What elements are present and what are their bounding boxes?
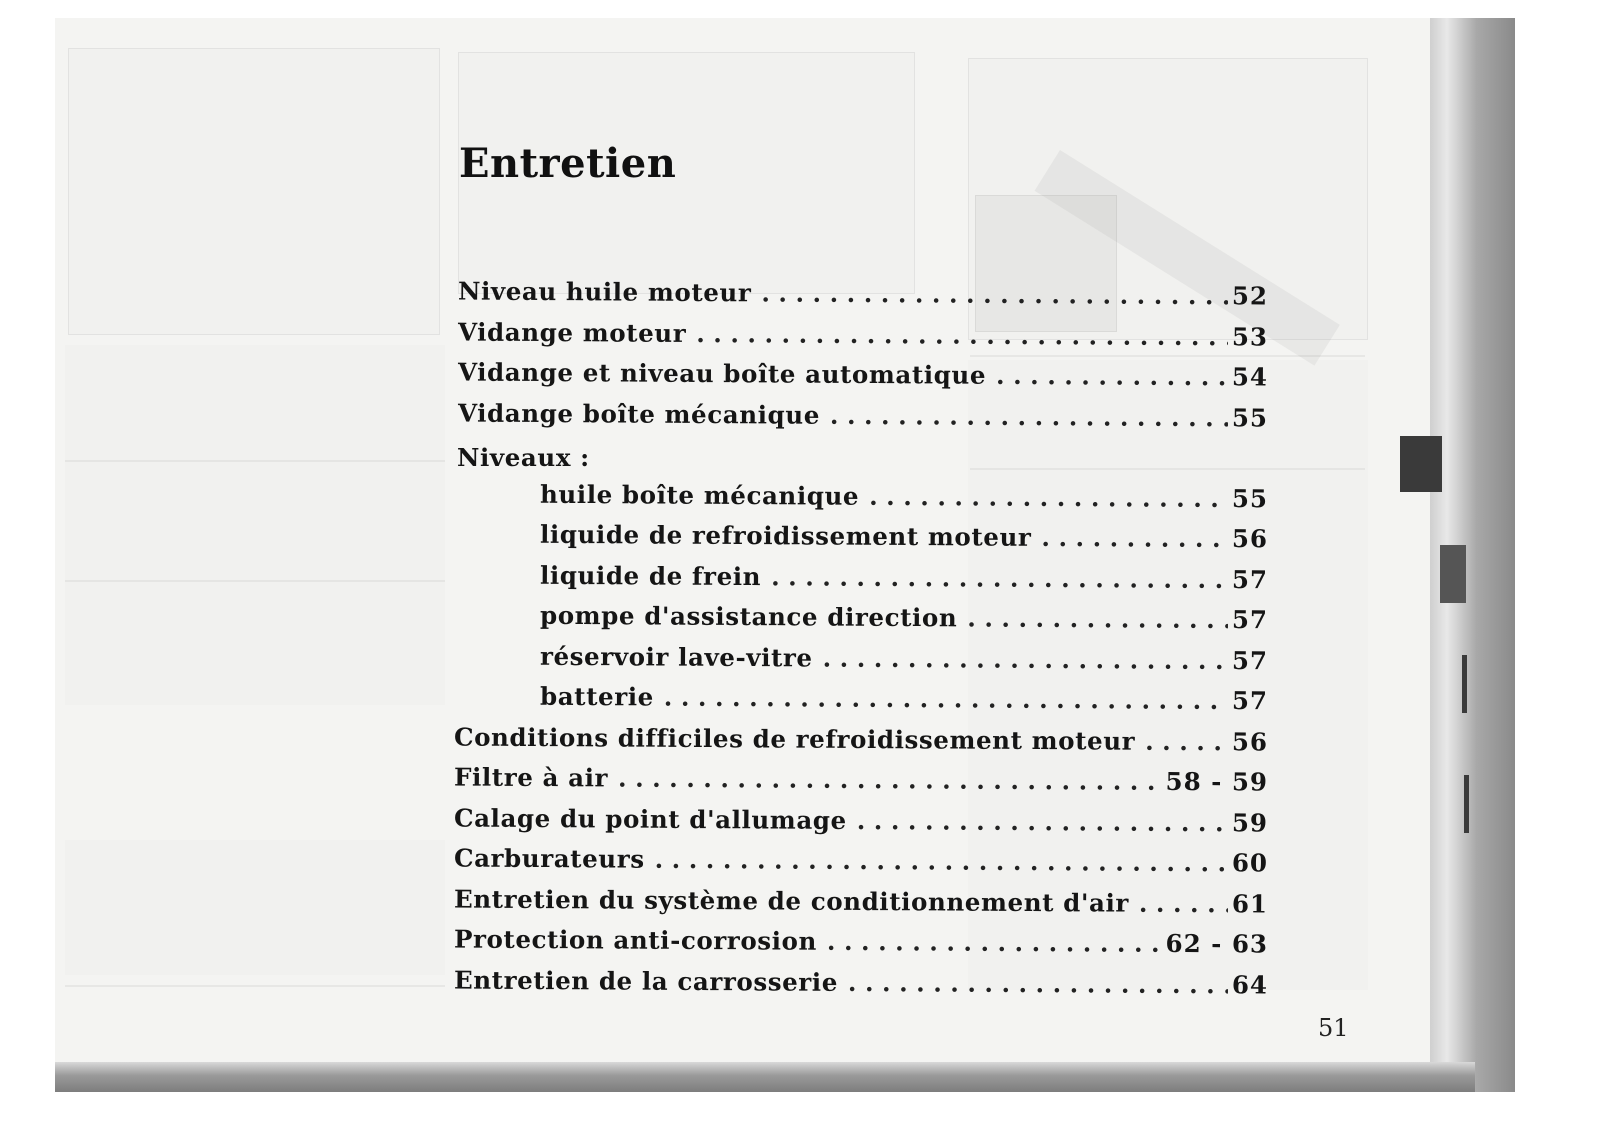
toc-entry (454, 884, 1268, 921)
toc-entry-label: Niveau huile moteur (457, 276, 752, 308)
toc-entry-page: 55 (1231, 483, 1269, 513)
toc-dot-leader (761, 278, 1228, 310)
toc-entry-label: liquide de refroidissement moteur (539, 519, 1032, 552)
toc-entry-page: 56 (1231, 726, 1269, 756)
toc-dot-leader (1145, 726, 1228, 756)
toc-entry-label: batterie (539, 681, 654, 712)
toc-dot-leader (696, 318, 1228, 350)
toc-dot-leader (996, 361, 1228, 391)
toc-entry (454, 844, 1268, 881)
toc-dot-leader (869, 481, 1228, 512)
toc-entry (540, 601, 1268, 637)
toc-entry-label: Vidange boîte mécanique (457, 398, 821, 430)
toc-entry (458, 398, 1268, 435)
toc-entry-page: 57 (1231, 686, 1269, 716)
toc-entry-label: Entretien de la carrosserie (453, 965, 839, 997)
toc-dot-leader (848, 967, 1228, 998)
toc-entry (540, 479, 1268, 515)
toc-dot-leader (771, 562, 1228, 594)
toc-entry-label: Protection anti-corrosion (453, 924, 818, 956)
toc-dot-leader (664, 683, 1228, 715)
toc-dot-leader (655, 845, 1228, 878)
toc-entry (454, 925, 1268, 962)
toc-entry-page: 57 (1231, 645, 1269, 675)
toc-entry-page: 55 (1231, 402, 1269, 432)
toc-entry (454, 965, 1268, 1002)
toc-section-heading: Niveaux : (457, 443, 590, 472)
page-number: 51 (1318, 1014, 1349, 1042)
toc-entry-label: Vidange et niveau boîte automatique (457, 357, 987, 390)
toc-dot-leader (618, 764, 1162, 796)
toc-entry-label: réservoir lave-vitre (539, 641, 813, 672)
toc-dot-leader (830, 400, 1228, 431)
toc-entry-label: Filtre à air (453, 762, 609, 793)
toc-entry-page: 60 (1231, 848, 1269, 878)
toc-dot-leader (857, 805, 1228, 836)
toc-entry-page: 62 - 63 (1165, 928, 1269, 959)
toc-entry (540, 641, 1268, 677)
toc-entry-page: 54 (1231, 362, 1269, 392)
toc-entry (458, 277, 1268, 314)
toc-entry-page: 64 (1231, 969, 1269, 999)
toc-entry-label: liquide de frein (539, 560, 762, 591)
toc-dot-leader (823, 643, 1228, 674)
toc-entry (540, 520, 1268, 556)
toc-entry-label: Entretien du système de conditionnement d'air (453, 884, 1130, 918)
toc-dot-leader (1139, 888, 1228, 918)
toc-entry-page: 58 - 59 (1165, 766, 1269, 797)
toc-entry-page: 59 (1231, 807, 1269, 837)
toc-entry (540, 560, 1268, 596)
toc-dot-leader (967, 603, 1228, 634)
toc-dot-leader (1041, 523, 1228, 553)
toc-entry (458, 317, 1268, 354)
toc-entry-label: huile boîte mécanique (539, 479, 860, 511)
toc-entry (454, 722, 1268, 759)
toc-entry-label: Calage du point d'allumage (453, 803, 847, 835)
toc-entry-page: 61 (1231, 888, 1269, 918)
toc-entry-page: 53 (1231, 321, 1269, 351)
toc-entry-page: 56 (1231, 524, 1269, 554)
toc-entry-page: 57 (1231, 605, 1269, 635)
toc-entry (540, 682, 1268, 718)
toc-entry (454, 763, 1268, 800)
toc-entry-page: 52 (1231, 281, 1269, 311)
toc-entry (458, 358, 1268, 395)
toc-entry-label: Vidange moteur (457, 317, 687, 348)
page-title: Entretien (459, 140, 677, 187)
toc-entry-label: Carburateurs (453, 843, 645, 874)
toc-dot-leader (827, 927, 1162, 958)
toc-entry-page: 57 (1231, 564, 1269, 594)
toc-entry (454, 803, 1268, 840)
toc-entry-label: Conditions difficiles de refroidissement moteur (453, 722, 1136, 756)
toc-entry-label: pompe d'assistance direction (539, 600, 958, 633)
